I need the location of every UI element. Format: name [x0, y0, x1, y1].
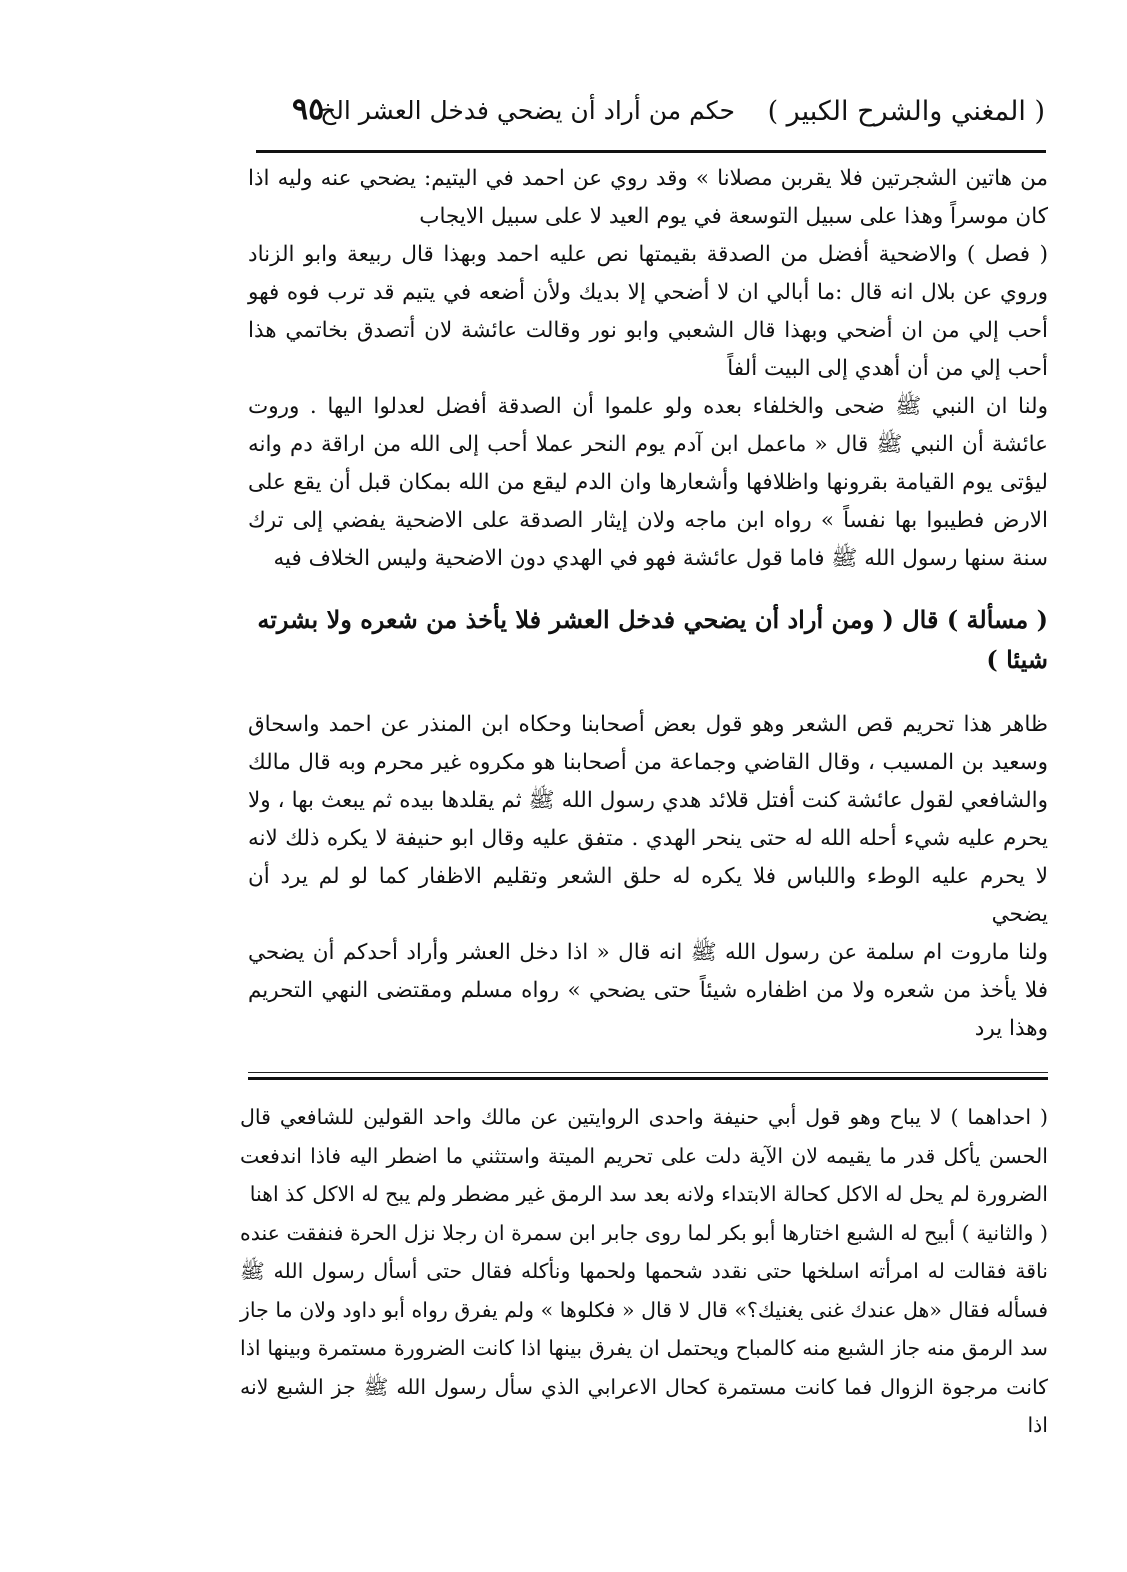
main-text — [248, 160, 1048, 1048]
header-rule — [256, 150, 1046, 153]
paragraph: ( احداهما ) لا يباح وهو قول أبي حنيفة واحدى الروايتين عن مالك واحد القولين للشافعي قال الحسن يأكل قدر ما يقيمه لان الآية دلت على تحريم الميتة واستثني ما اضطر اليه فاذا اندفعت الضرورة لم يحل له الاكل كحالة الابتداء ولانه بعد سد الرمق غير مضطر ولم يبح له الاكل كذ اهنا — [240, 1105, 1048, 1206]
paragraph: من هاتين الشجرتين فلا يقربن مصلانا » وقد روي عن احمد في اليتيم: يضحي عنه وليه اذا كان موسراً وهذا على سبيل التوسعة في يوم العيد لا على سبيل الايجاب — [248, 166, 1048, 229]
paragraph: ( فصل ) والاضحية أفضل من الصدقة بقيمتها نص عليه احمد وبهذا قال ربيعة وابو الزناد وروي عن بلال انه قال :ما أبالي ان لا أضحي إلا بديك ولأن أضعه في يتيم قد ترب فوه فهو أحب إلي من ان أضحي وبهذا قال الشعبي وابو نور وقالت عائشة لان أتصدق بخاتمي هذا أحب إلي من أن أهدي إلى البيت ألفاً — [248, 242, 1048, 381]
paragraph: ( والثانية ) أبيح له الشبع اختارها أبو بكر لما روى جابر ابن سمرة ان رجلا نزل الحرة فنفقت عنده ناقة فقالت له امرأته اسلخها حتى نقدد شحمها ولحمها ونأكله فقال حتى أسأل رسول الله ﷺ فسأله فقال «هل عندك غنى يغنيك؟» قال لا قال « فكلوها » ولم يفرق رواه أبو داود ولان ما جاز سد الرمق منه جاز الشبع منه كالمباح ويحتمل ان يفرق بينها اذا كانت الضرورة مستمرة وبينها اذا كانت مرجوة الزوال فما كانت مستمرة كحال الاعرابي الذي سأل رسول الله ﷺ جز الشبع لانه اذا — [240, 1220, 1048, 1437]
page-number: ٩٥ — [292, 92, 325, 127]
page-header — [258, 92, 1045, 152]
paragraph: ظاهر هذا تحريم قص الشعر وهو قول بعض أصحابنا وحكاه ابن المنذر عن احمد واسحاق وسعيد بن المسيب ، وقال القاضي وجماعة من أصحابنا هو مكروه غير محرم وبه قال مالك والشافعي لقول عائشة كنت أفتل قلائد هدي رسول الله ﷺ ثم يقلدها بيده ثم يبعث بها ، ولا يحرم عليه شيء أحله الله له حتى ينحر الهدي . متفق عليه وقال ابو حنيفة لا يكره ذلك لانه لا يحرم عليه الوطء واللباس فلا يكره له حلق الشعر وتقليم الاظفار كما لو لم يرد أن يضحي — [248, 712, 1048, 927]
commentary-text — [240, 1098, 1048, 1445]
paragraph: ولنا ان النبي ﷺ ضحى والخلفاء بعده ولو علموا أن الصدقة أفضل لعدلوا اليها . وروت عائشة أن النبي ﷺ قال « ماعمل ابن آدم يوم النحر عملا أحب إلى الله من اراقة دم وانه ليؤتى يوم القيامة بقرونها واظلافها وأشعارها وان الدم ليقع من الله بمكان قبل أن يقع على الارض فطيبوا بها نفساً » رواه ابن ماجه ولان إيثار الصدقة على الاضحية يفضي إلى ترك سنة سنها رسول الله ﷺ فاما قول عائشة فهو في الهدي دون الاضحية وليس الخلاف فيه — [248, 394, 1048, 571]
chapter-title: حكم من أراد أن يضحي فدخل العشر الخ — [320, 96, 735, 125]
masala-heading: ( مسألة ) قال ( ومن أراد أن يضحي فدخل العشر فلا يأخذ من شعره ولا بشرته شيئا ) — [257, 605, 1048, 674]
footer-separator-rule — [248, 1072, 1048, 1080]
paragraph: ولنا ماروت ام سلمة عن رسول الله ﷺ انه قال « اذا دخل العشر وأراد أحدكم أن يضحي فلا يأخذ من شعره ولا من اظفاره شيئاً حتى يضحي » رواه مسلم ومقتضى النهي التحريم وهذا يرد — [248, 940, 1048, 1041]
book-title: ( المغني والشرح الكبير ) — [767, 96, 1045, 127]
